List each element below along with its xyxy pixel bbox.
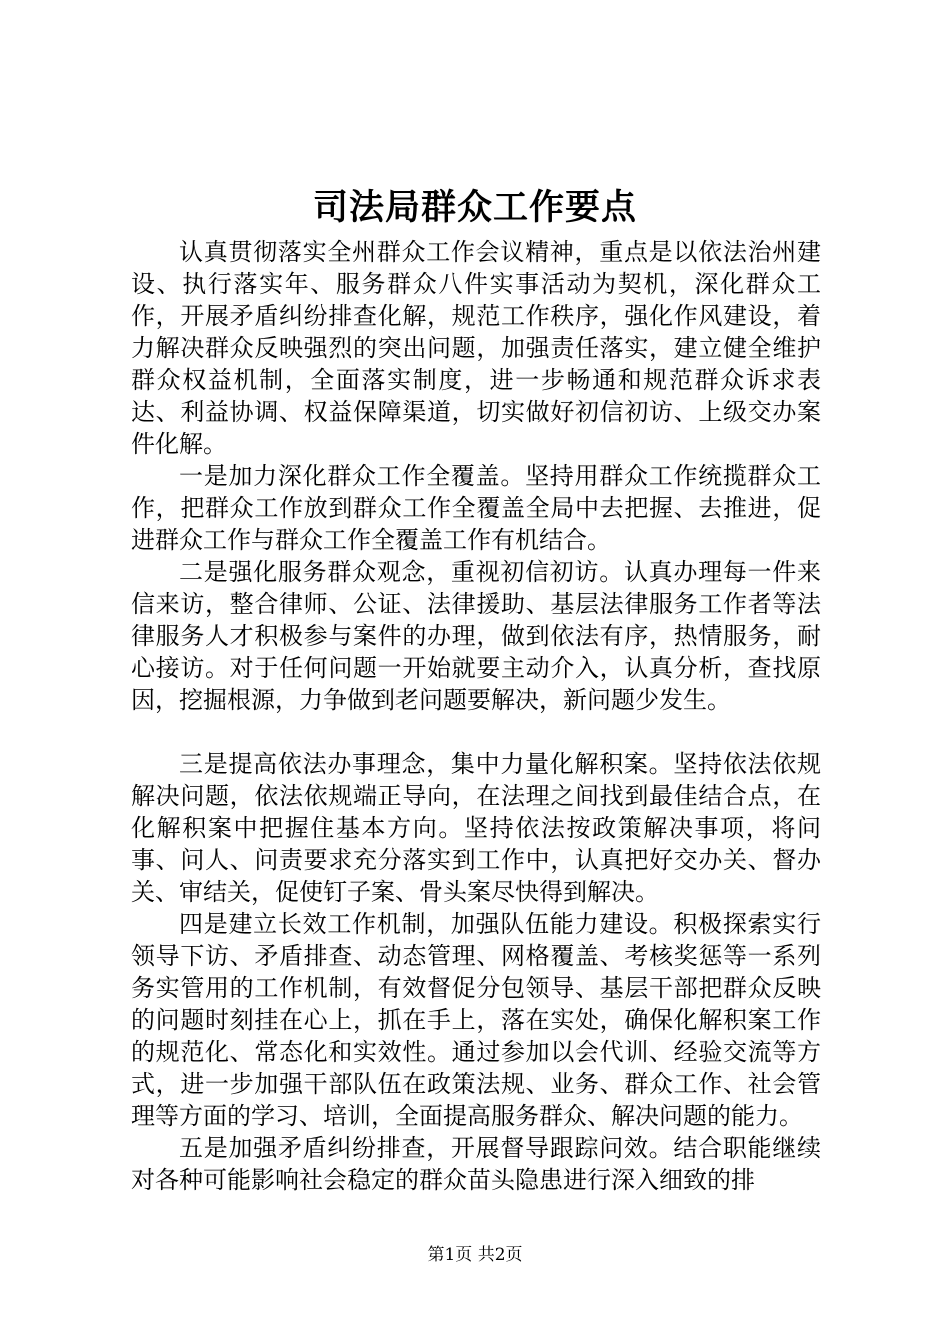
page-number-footer: 第1页 共2页: [427, 1245, 523, 1265]
document-body: [131, 236, 821, 1196]
document-title: 司法局群众工作要点: [312, 187, 637, 228]
paragraph-intro: 认真贯彻落实全州群众工作会议精神，重点是以依法治州建设、执行落实年、服务群众八件实事活动为契机，深化群众工作，开展矛盾纠纷排查化解，规范工作秩序，强化作风建设，着力解决群众反映强烈的突出问题，加强责任落实，建立健全维护群众权益机制，全面落实制度，进一步畅通和规范群众诉求表达、利益协调、权益保障渠道，切实做好初信初访、上级交办案件化解。: [131, 238, 821, 458]
paragraph-point-5: 五是加强矛盾纠纷排查，开展督导跟踪问效。结合职能继续对各种可能影响社会稳定的群众苗头隐患进行深入细致的排: [131, 1134, 821, 1194]
paragraph-point-2: 二是强化服务群众观念，重视初信初访。认真办理每一件来信来访，整合律师、公证、法律援助、基层法律服务工作者等法律服务人才积极参与案件的办理，做到依法有序，热情服务，耐心接访。对于任何问题一开始就要主动介入，认真分析，查找原因，挖掘根源，力争做到老问题要解决，新问题少发生。: [131, 558, 821, 714]
paragraph-point-1: 一是加力深化群众工作全覆盖。坚持用群众工作统揽群众工作，把群众工作放到群众工作全覆盖全局中去把握、去推进，促进群众工作与群众工作全覆盖工作有机结合。: [131, 462, 821, 554]
paragraph-point-3: 三是提高依法办事理念，集中力量化解积案。坚持依法依规解决问题，依法依规端正导向，在法理之间找到最佳结合点，在化解积案中把握住基本方向。坚持依法按政策解决事项，将问事、问人、问责要求充分落实到工作中，认真把好交办关、督办关、审结关，促使钉子案、骨头案尽快得到解决。: [131, 750, 821, 906]
paragraph-point-4: 四是建立长效工作机制，加强队伍能力建设。积极探索实行领导下访、矛盾排查、动态管理、网格覆盖、考核奖惩等一系列务实管用的工作机制，有效督促分包领导、基层干部把群众反映的问题时刻挂在心上，抓在手上，落在实处，确保化解积案工作的规范化、常态化和实效性。通过参加以会代训、经验交流等方式，进一步加强干部队伍在政策法规、业务、群众工作、社会管理等方面的学习、培训，全面提高服务群众、解决问题的能力。: [131, 910, 821, 1130]
